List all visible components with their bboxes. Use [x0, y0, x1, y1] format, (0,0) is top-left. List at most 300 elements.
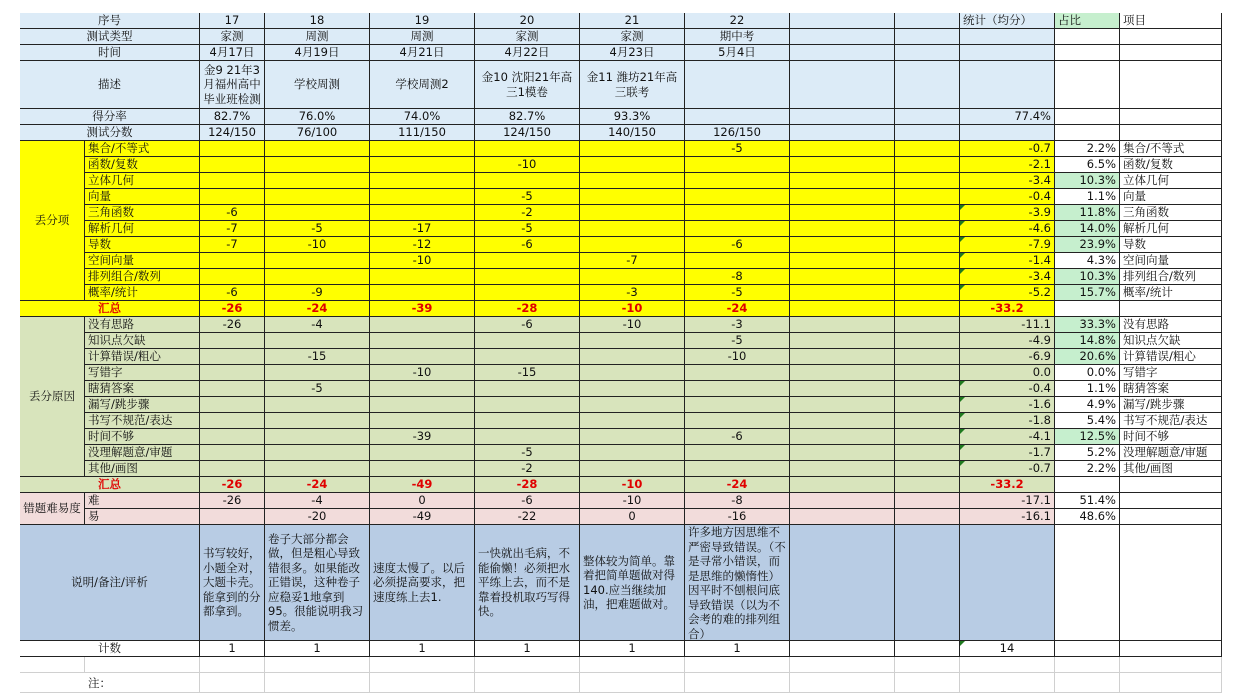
loss-item-row-label[interactable]: 集合/不等式: [85, 141, 200, 157]
empty-cell[interactable]: [895, 641, 960, 657]
loss-item-item[interactable]: 向量: [1120, 189, 1222, 205]
loss-reason-item[interactable]: 瞎猜答案: [1120, 381, 1222, 397]
test-type[interactable]: 家测: [475, 29, 580, 45]
difficulty-value[interactable]: -16: [685, 509, 790, 525]
test-date[interactable]: 4月19日: [265, 45, 370, 61]
loss-reason-row-label[interactable]: 写错字: [85, 365, 200, 381]
empty-cell[interactable]: [895, 445, 960, 461]
empty-cell[interactable]: [1055, 45, 1120, 61]
test-seq[interactable]: 18: [265, 13, 370, 29]
loss-item-value[interactable]: -5: [685, 285, 790, 301]
empty-cell[interactable]: [790, 173, 895, 189]
test-desc[interactable]: 金9 21年3月福州高中毕业班检测: [200, 61, 265, 109]
empty-cell[interactable]: [895, 157, 960, 173]
loss-reason-value[interactable]: -15: [265, 349, 370, 365]
empty-cell[interactable]: [790, 413, 895, 429]
empty-cell[interactable]: [895, 189, 960, 205]
empty-cell[interactable]: [1055, 61, 1120, 109]
loss-item-avg[interactable]: -0.4: [960, 189, 1055, 205]
loss-reason-value[interactable]: [200, 429, 265, 445]
loss-reason-value[interactable]: [475, 413, 580, 429]
empty-cell[interactable]: [475, 673, 580, 693]
loss-reason-value[interactable]: [200, 445, 265, 461]
loss-reason-value[interactable]: [370, 397, 475, 413]
header-desc[interactable]: 描述: [20, 61, 200, 109]
header-rate[interactable]: 得分率: [20, 109, 200, 125]
loss-item-row-label[interactable]: 立体几何: [85, 173, 200, 189]
notes-comment[interactable]: 许多地方因思维不严密导致错误。（不是寻常小错误，而是思维的懒惰性）因平时不刨根问底导致错误（以为不会考的难的排列组合）: [685, 525, 790, 641]
loss-item-total-label[interactable]: 汇总: [20, 301, 200, 317]
empty-cell[interactable]: [895, 285, 960, 301]
empty-cell[interactable]: [790, 641, 895, 657]
loss-reason-row-label[interactable]: 其他/画图: [85, 461, 200, 477]
empty-cell[interactable]: [895, 365, 960, 381]
loss-item-row-label[interactable]: 向量: [85, 189, 200, 205]
loss-item-value[interactable]: -7: [580, 253, 685, 269]
empty-cell[interactable]: [1120, 45, 1222, 61]
test-score[interactable]: 76/100: [265, 125, 370, 141]
loss-item-avg[interactable]: -3.4: [960, 173, 1055, 189]
test-score[interactable]: 126/150: [685, 125, 790, 141]
loss-reason-value[interactable]: [200, 381, 265, 397]
empty-cell[interactable]: [1120, 673, 1222, 693]
loss-item-total[interactable]: -28: [475, 301, 580, 317]
loss-item-value[interactable]: [475, 269, 580, 285]
loss-reason-value[interactable]: -10: [685, 349, 790, 365]
test-desc[interactable]: 金11 潍坊21年高三联考: [580, 61, 685, 109]
difficulty-value[interactable]: -8: [685, 493, 790, 509]
test-date[interactable]: 4月17日: [200, 45, 265, 61]
loss-item-value[interactable]: [685, 221, 790, 237]
empty-cell[interactable]: [790, 509, 895, 525]
empty-cell[interactable]: [85, 657, 200, 673]
loss-reason-total[interactable]: -28: [475, 477, 580, 493]
test-desc[interactable]: 学校周测2: [370, 61, 475, 109]
loss-item-value[interactable]: [580, 237, 685, 253]
loss-item-ratio[interactable]: 2.2%: [1055, 141, 1120, 157]
loss-item-value[interactable]: -17: [370, 221, 475, 237]
loss-reason-value[interactable]: [580, 413, 685, 429]
empty-cell[interactable]: [895, 381, 960, 397]
header-score[interactable]: 测试分数: [20, 125, 200, 141]
loss-reason-value[interactable]: [580, 397, 685, 413]
loss-item-value[interactable]: [370, 269, 475, 285]
count-total[interactable]: 14: [960, 641, 1055, 657]
loss-item-item[interactable]: 空间向量: [1120, 253, 1222, 269]
loss-item-ratio[interactable]: 10.3%: [1055, 173, 1120, 189]
count-value[interactable]: 1: [370, 641, 475, 657]
loss-item-value[interactable]: [580, 173, 685, 189]
test-desc[interactable]: 学校周测: [265, 61, 370, 109]
empty-cell[interactable]: [895, 413, 960, 429]
loss-reason-value[interactable]: [265, 365, 370, 381]
empty-cell[interactable]: [790, 673, 895, 693]
empty-cell[interactable]: [895, 477, 960, 493]
loss-reason-value[interactable]: [200, 461, 265, 477]
loss-reason-value[interactable]: -15: [475, 365, 580, 381]
loss-reason-ratio[interactable]: 2.2%: [1055, 461, 1120, 477]
loss-reason-value[interactable]: [685, 397, 790, 413]
loss-item-value[interactable]: -6: [200, 205, 265, 221]
loss-reason-value[interactable]: [370, 413, 475, 429]
loss-item-ratio[interactable]: 1.1%: [1055, 189, 1120, 205]
empty-cell[interactable]: [790, 141, 895, 157]
loss-reason-value[interactable]: [475, 397, 580, 413]
loss-item-value[interactable]: -10: [265, 237, 370, 253]
loss-item-value[interactable]: [265, 253, 370, 269]
loss-reason-ratio[interactable]: 14.8%: [1055, 333, 1120, 349]
header-item[interactable]: 项目: [1120, 13, 1222, 29]
notes-comment[interactable]: 整体较为简单。靠着把简单题做对得140.应当继续加油，把难题做对。: [580, 525, 685, 641]
empty-cell[interactable]: [1120, 109, 1222, 125]
loss-reason-value[interactable]: [475, 333, 580, 349]
loss-reason-item[interactable]: 没有思路: [1120, 317, 1222, 333]
loss-reason-item[interactable]: 书写不规范/表达: [1120, 413, 1222, 429]
loss-reason-value[interactable]: -5: [685, 333, 790, 349]
difficulty-row-label[interactable]: 易: [85, 509, 200, 525]
loss-item-value[interactable]: [475, 173, 580, 189]
loss-item-value[interactable]: -6: [475, 237, 580, 253]
empty-cell[interactable]: [370, 657, 475, 673]
loss-item-value[interactable]: [580, 221, 685, 237]
loss-item-avg[interactable]: -4.6: [960, 221, 1055, 237]
empty-cell[interactable]: [790, 29, 895, 45]
empty-cell[interactable]: [200, 673, 265, 693]
loss-reason-value[interactable]: [200, 413, 265, 429]
loss-item-value[interactable]: [580, 269, 685, 285]
loss-reason-value[interactable]: [685, 445, 790, 461]
loss-reason-item[interactable]: 时间不够: [1120, 429, 1222, 445]
loss-reason-item[interactable]: 其他/画图: [1120, 461, 1222, 477]
empty-cell[interactable]: [1055, 125, 1120, 141]
empty-cell[interactable]: [1120, 301, 1222, 317]
loss-item-row-label[interactable]: 函数/复数: [85, 157, 200, 173]
loss-item-avg[interactable]: -2.1: [960, 157, 1055, 173]
loss-item-total[interactable]: -24: [685, 301, 790, 317]
loss-reason-ratio[interactable]: 0.0%: [1055, 365, 1120, 381]
loss-reason-ratio[interactable]: 33.3%: [1055, 317, 1120, 333]
empty-cell[interactable]: [20, 657, 85, 673]
empty-cell[interactable]: [895, 109, 960, 125]
loss-reason-value[interactable]: [475, 429, 580, 445]
loss-reason-value[interactable]: [580, 461, 685, 477]
loss-item-value[interactable]: -7: [200, 221, 265, 237]
empty-cell[interactable]: [895, 205, 960, 221]
test-date[interactable]: 4月21日: [370, 45, 475, 61]
empty-cell[interactable]: [790, 461, 895, 477]
empty-cell[interactable]: [790, 109, 895, 125]
empty-cell[interactable]: [1055, 477, 1120, 493]
loss-reason-value[interactable]: [475, 349, 580, 365]
empty-cell[interactable]: [1120, 29, 1222, 45]
loss-reason-value[interactable]: [580, 445, 685, 461]
loss-reason-ratio[interactable]: 20.6%: [1055, 349, 1120, 365]
loss-item-item[interactable]: 集合/不等式: [1120, 141, 1222, 157]
loss-item-item[interactable]: 解析几何: [1120, 221, 1222, 237]
loss-item-value[interactable]: -5: [475, 221, 580, 237]
loss-item-row-label[interactable]: 概率/统计: [85, 285, 200, 301]
loss-item-value[interactable]: [370, 189, 475, 205]
loss-item-item[interactable]: 立体几何: [1120, 173, 1222, 189]
loss-reason-row-label[interactable]: 计算错误/粗心: [85, 349, 200, 365]
loss-item-row-label[interactable]: 导数: [85, 237, 200, 253]
empty-cell[interactable]: [790, 125, 895, 141]
empty-cell[interactable]: [790, 253, 895, 269]
loss-item-value[interactable]: [200, 269, 265, 285]
empty-cell[interactable]: [895, 141, 960, 157]
loss-item-avg[interactable]: -0.7: [960, 141, 1055, 157]
empty-cell[interactable]: [580, 657, 685, 673]
loss-reason-ratio[interactable]: 5.4%: [1055, 413, 1120, 429]
difficulty-item[interactable]: [1120, 493, 1222, 509]
loss-reason-row-label[interactable]: 没理解题意/审题: [85, 445, 200, 461]
empty-cell[interactable]: [895, 173, 960, 189]
loss-reason-avg[interactable]: -1.8: [960, 413, 1055, 429]
empty-cell[interactable]: [790, 61, 895, 109]
loss-item-ratio[interactable]: 14.0%: [1055, 221, 1120, 237]
difficulty-value[interactable]: -10: [580, 493, 685, 509]
empty-cell[interactable]: [790, 237, 895, 253]
empty-cell[interactable]: [790, 365, 895, 381]
empty-cell[interactable]: [790, 493, 895, 509]
loss-item-total[interactable]: -26: [200, 301, 265, 317]
empty-cell[interactable]: [895, 221, 960, 237]
loss-reason-avg[interactable]: -11.1: [960, 317, 1055, 333]
loss-item-value[interactable]: [370, 205, 475, 221]
header-time[interactable]: 时间: [20, 45, 200, 61]
loss-item-value[interactable]: [580, 141, 685, 157]
loss-item-value[interactable]: -12: [370, 237, 475, 253]
loss-item-row-label[interactable]: 空间向量: [85, 253, 200, 269]
loss-item-value[interactable]: [200, 253, 265, 269]
loss-item-value[interactable]: [370, 141, 475, 157]
test-type[interactable]: 周测: [370, 29, 475, 45]
loss-reason-value[interactable]: [475, 381, 580, 397]
loss-item-value[interactable]: -10: [370, 253, 475, 269]
difficulty-value[interactable]: 0: [370, 493, 475, 509]
empty-cell[interactable]: [895, 13, 960, 29]
loss-reason-value[interactable]: [685, 365, 790, 381]
test-score[interactable]: 140/150: [580, 125, 685, 141]
empty-cell[interactable]: [960, 61, 1055, 109]
loss-item-ratio[interactable]: 6.5%: [1055, 157, 1120, 173]
empty-cell[interactable]: [1055, 673, 1120, 693]
loss-item-value[interactable]: -6: [685, 237, 790, 253]
difficulty-value[interactable]: -22: [475, 509, 580, 525]
loss-item-value[interactable]: [265, 141, 370, 157]
difficulty-row-label[interactable]: 难: [85, 493, 200, 509]
notes-comment[interactable]: 速度太慢了。以后必须提高要求，把速度练上去1.: [370, 525, 475, 641]
empty-cell[interactable]: [960, 125, 1055, 141]
loss-reason-value[interactable]: [370, 461, 475, 477]
loss-reason-value[interactable]: [265, 429, 370, 445]
loss-reason-value[interactable]: -4: [265, 317, 370, 333]
notes-comment[interactable]: 一快就出毛病，不能偷懒！必须把水平练上去，而不是靠着投机取巧写得快。: [475, 525, 580, 641]
test-rate[interactable]: 74.0%: [370, 109, 475, 125]
loss-item-row-label[interactable]: 三角函数: [85, 205, 200, 221]
loss-item-value[interactable]: [475, 253, 580, 269]
loss-reason-row-label[interactable]: 没有思路: [85, 317, 200, 333]
loss-reason-value[interactable]: [265, 397, 370, 413]
loss-reason-group[interactable]: 丢分原因: [20, 317, 85, 477]
loss-reason-row-label[interactable]: 书写不规范/表达: [85, 413, 200, 429]
loss-reason-value[interactable]: [370, 381, 475, 397]
loss-reason-value[interactable]: -39: [370, 429, 475, 445]
empty-cell[interactable]: [790, 349, 895, 365]
test-seq[interactable]: 19: [370, 13, 475, 29]
empty-cell[interactable]: [1055, 525, 1120, 641]
test-score[interactable]: 124/150: [475, 125, 580, 141]
loss-reason-avg[interactable]: -0.4: [960, 381, 1055, 397]
empty-cell[interactable]: [790, 381, 895, 397]
loss-reason-value[interactable]: [265, 445, 370, 461]
test-rate[interactable]: 76.0%: [265, 109, 370, 125]
count-value[interactable]: 1: [580, 641, 685, 657]
loss-reason-avg[interactable]: -0.7: [960, 461, 1055, 477]
test-desc[interactable]: 金10 沈阳21年高三1模卷: [475, 61, 580, 109]
loss-reason-value[interactable]: [580, 333, 685, 349]
loss-item-value[interactable]: -5: [265, 221, 370, 237]
loss-item-value[interactable]: -5: [685, 141, 790, 157]
empty-cell[interactable]: [960, 657, 1055, 673]
loss-reason-item[interactable]: 漏写/跳步骤: [1120, 397, 1222, 413]
test-rate[interactable]: [685, 109, 790, 125]
difficulty-value[interactable]: -6: [475, 493, 580, 509]
difficulty-value[interactable]: [200, 509, 265, 525]
empty-cell[interactable]: [685, 673, 790, 693]
loss-item-ratio[interactable]: 10.3%: [1055, 269, 1120, 285]
loss-reason-value[interactable]: [200, 333, 265, 349]
empty-cell[interactable]: [895, 61, 960, 109]
empty-cell[interactable]: [895, 269, 960, 285]
loss-item-row-label[interactable]: 解析几何: [85, 221, 200, 237]
loss-reason-value[interactable]: [580, 429, 685, 445]
loss-reason-ratio[interactable]: 4.9%: [1055, 397, 1120, 413]
loss-item-value[interactable]: [685, 205, 790, 221]
empty-cell[interactable]: [475, 657, 580, 673]
empty-cell[interactable]: [790, 657, 895, 673]
empty-cell[interactable]: [895, 317, 960, 333]
empty-cell[interactable]: [895, 397, 960, 413]
difficulty-value[interactable]: -26: [200, 493, 265, 509]
loss-item-value[interactable]: [685, 189, 790, 205]
empty-cell[interactable]: [790, 317, 895, 333]
loss-item-value[interactable]: [200, 157, 265, 173]
empty-cell[interactable]: [790, 157, 895, 173]
difficulty-ratio[interactable]: 51.4%: [1055, 493, 1120, 509]
empty-cell[interactable]: [895, 333, 960, 349]
loss-reason-value[interactable]: [370, 349, 475, 365]
loss-item-total[interactable]: -24: [265, 301, 370, 317]
loss-reason-total-label[interactable]: 汇总: [20, 477, 200, 493]
loss-item-ratio[interactable]: 15.7%: [1055, 285, 1120, 301]
loss-item-item[interactable]: 三角函数: [1120, 205, 1222, 221]
loss-item-value[interactable]: -10: [475, 157, 580, 173]
loss-reason-row-label[interactable]: 漏写/跳步骤: [85, 397, 200, 413]
stats-rate[interactable]: 77.4%: [960, 109, 1055, 125]
loss-reason-avg[interactable]: -1.6: [960, 397, 1055, 413]
test-seq[interactable]: 20: [475, 13, 580, 29]
count-value[interactable]: 1: [200, 641, 265, 657]
loss-item-value[interactable]: [580, 157, 685, 173]
header-type[interactable]: 测试类型: [20, 29, 200, 45]
loss-reason-value[interactable]: -6: [475, 317, 580, 333]
test-date[interactable]: 4月23日: [580, 45, 685, 61]
loss-item-avg[interactable]: -3.4: [960, 269, 1055, 285]
loss-reason-value[interactable]: [685, 461, 790, 477]
empty-cell[interactable]: [895, 125, 960, 141]
loss-reason-value[interactable]: -26: [200, 317, 265, 333]
loss-item-total[interactable]: -10: [580, 301, 685, 317]
difficulty-value[interactable]: -4: [265, 493, 370, 509]
empty-cell[interactable]: [790, 13, 895, 29]
empty-cell[interactable]: [895, 45, 960, 61]
loss-item-item[interactable]: 排列组合/数列: [1120, 269, 1222, 285]
empty-cell[interactable]: [790, 445, 895, 461]
difficulty-ratio[interactable]: 48.6%: [1055, 509, 1120, 525]
loss-item-ratio[interactable]: 23.9%: [1055, 237, 1120, 253]
empty-cell[interactable]: [790, 221, 895, 237]
loss-reason-row-label[interactable]: 瞎猜答案: [85, 381, 200, 397]
difficulty-item[interactable]: [1120, 509, 1222, 525]
empty-cell[interactable]: [790, 189, 895, 205]
loss-item-item[interactable]: 概率/统计: [1120, 285, 1222, 301]
loss-item-value[interactable]: [370, 173, 475, 189]
loss-reason-value[interactable]: [370, 445, 475, 461]
loss-reason-item[interactable]: 计算错误/粗心: [1120, 349, 1222, 365]
empty-cell[interactable]: [1120, 641, 1222, 657]
loss-item-value[interactable]: [200, 189, 265, 205]
test-score[interactable]: 124/150: [200, 125, 265, 141]
notes-comment[interactable]: 书写较好，小题全对，大题卡壳。能拿到的分都拿到。: [200, 525, 265, 641]
loss-item-value[interactable]: -8: [685, 269, 790, 285]
loss-item-value[interactable]: [685, 173, 790, 189]
loss-item-row-label[interactable]: 排列组合/数列: [85, 269, 200, 285]
empty-cell[interactable]: [895, 429, 960, 445]
loss-item-item[interactable]: 导数: [1120, 237, 1222, 253]
empty-cell[interactable]: [895, 493, 960, 509]
empty-cell[interactable]: [960, 29, 1055, 45]
loss-item-total-avg[interactable]: -33.2: [960, 301, 1055, 317]
empty-cell[interactable]: [960, 45, 1055, 61]
empty-cell[interactable]: [1120, 657, 1222, 673]
loss-reason-ratio[interactable]: 12.5%: [1055, 429, 1120, 445]
loss-reason-item[interactable]: 知识点欠缺: [1120, 333, 1222, 349]
loss-reason-value[interactable]: -5: [265, 381, 370, 397]
test-seq[interactable]: 22: [685, 13, 790, 29]
empty-cell[interactable]: [790, 285, 895, 301]
loss-reason-value[interactable]: [200, 365, 265, 381]
empty-cell[interactable]: [790, 45, 895, 61]
loss-reason-total[interactable]: -10: [580, 477, 685, 493]
loss-item-value[interactable]: [475, 285, 580, 301]
loss-item-value[interactable]: [265, 173, 370, 189]
difficulty-value[interactable]: -20: [265, 509, 370, 525]
loss-reason-ratio[interactable]: 1.1%: [1055, 381, 1120, 397]
loss-reason-total[interactable]: -26: [200, 477, 265, 493]
loss-reason-item[interactable]: 没理解题意/审题: [1120, 445, 1222, 461]
empty-cell[interactable]: [265, 673, 370, 693]
loss-reason-value[interactable]: [265, 413, 370, 429]
empty-cell[interactable]: [895, 29, 960, 45]
loss-item-avg[interactable]: -3.9: [960, 205, 1055, 221]
footer-note[interactable]: 注：: [85, 673, 200, 693]
header-stats[interactable]: 统计（均分）: [960, 13, 1055, 29]
count-value[interactable]: 1: [475, 641, 580, 657]
difficulty-value[interactable]: 0: [580, 509, 685, 525]
loss-item-group[interactable]: 丢分项: [20, 141, 85, 301]
loss-item-value[interactable]: [265, 205, 370, 221]
